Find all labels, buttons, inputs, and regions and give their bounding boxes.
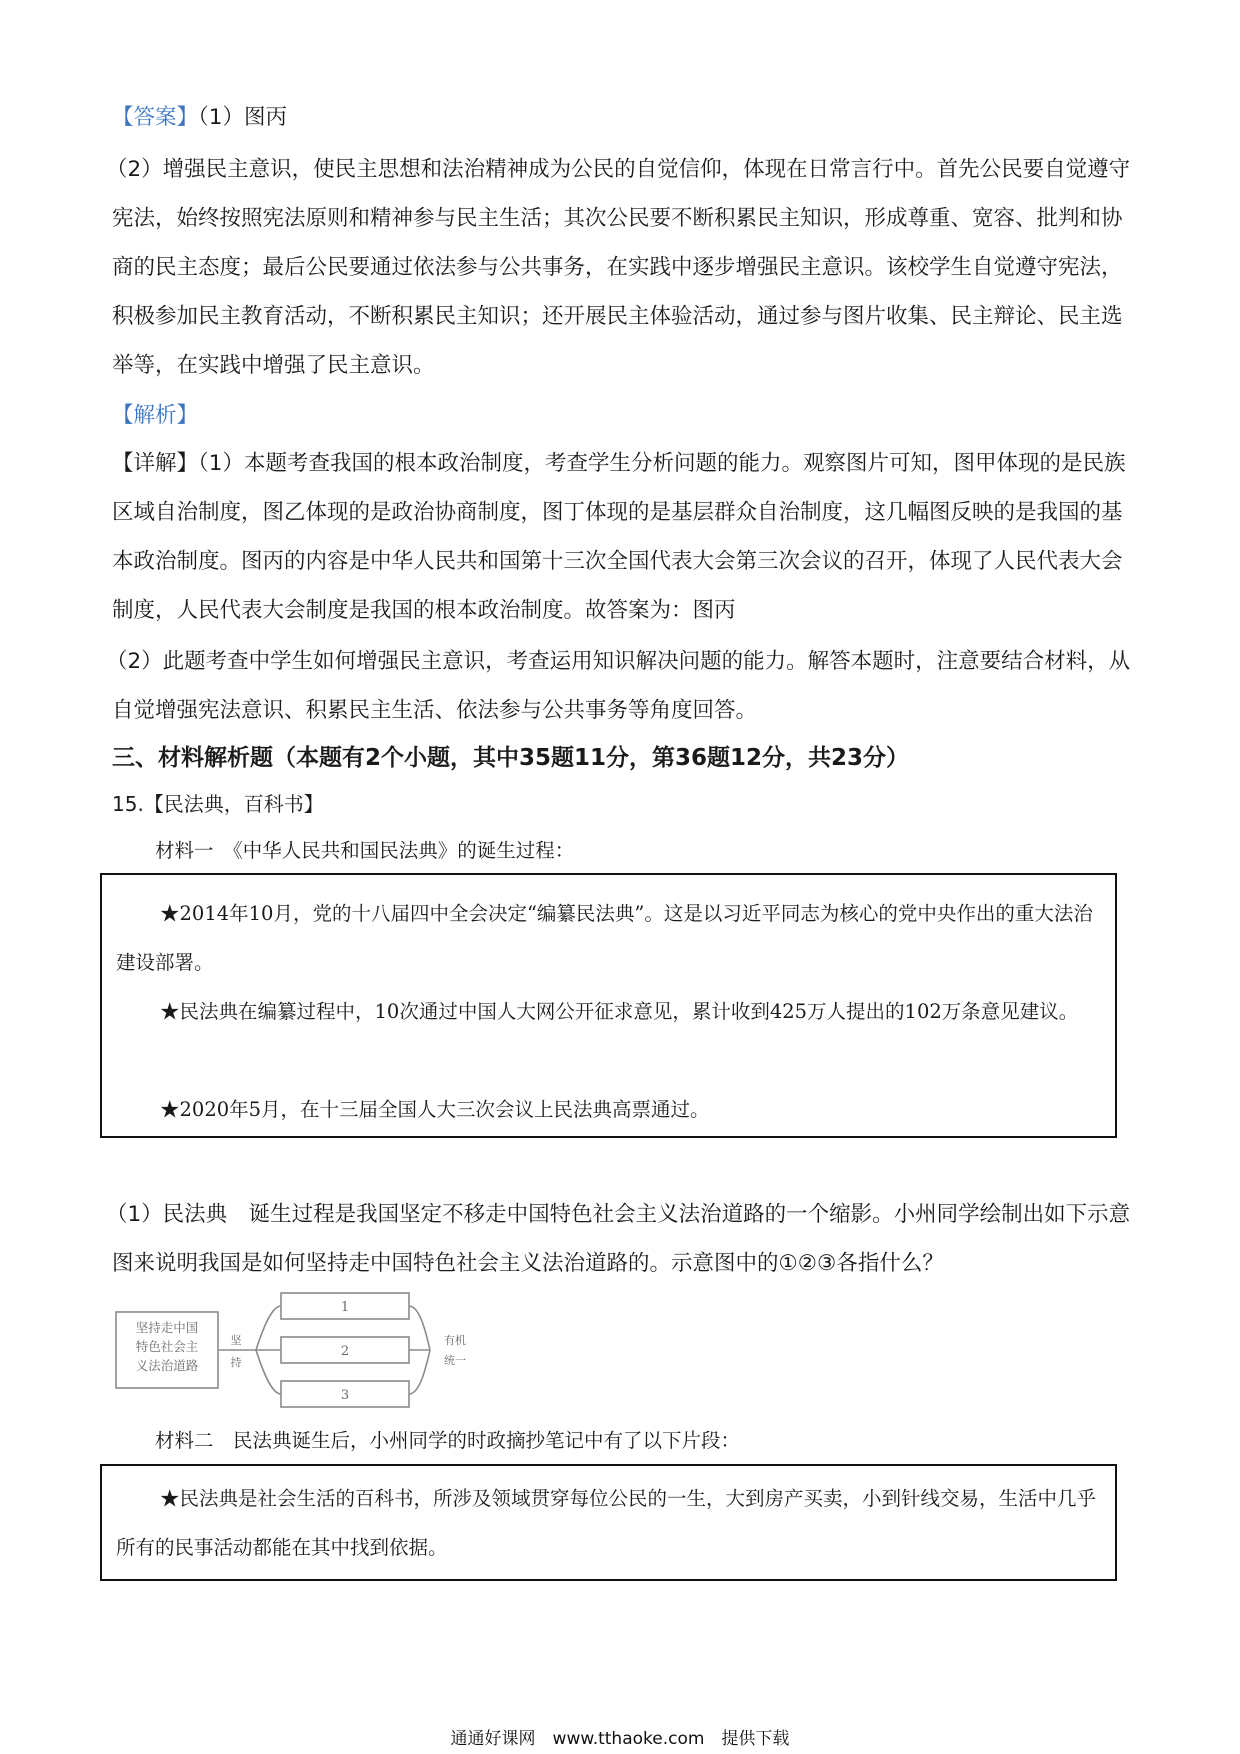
material2-label: 材料二 民法典诞生后，小州同学的时政摘抄笔记中有了以下片段： xyxy=(155,1429,741,1452)
material2-box xyxy=(100,1464,1117,1581)
material1-item: ★民法典在编纂过程中，10次通过中国人大网公开征求意见，累计收到425万人提出的102万条意见建议。 xyxy=(160,1000,1079,1023)
detail-tag: 【详解】 xyxy=(112,451,199,476)
question-title: 15.【民法典，百科书】 xyxy=(112,792,324,816)
diagram-slot-label: 3 xyxy=(340,1388,350,1403)
diagram-connector-left: 坚 xyxy=(230,1334,242,1347)
material2-item: ★民法典是社会生活的百科书，所涉及领域贯穿每位公民的一生，大到房产买卖，小到针线交易，生活中几乎所有的民事活动都能在其中找到依据。 xyxy=(116,1487,1097,1559)
diagram-slot-label: 1 xyxy=(340,1300,350,1315)
analysis-part2: （2）此题考查中学生如何增强民主意识，考查运用知识解决问题的能力。解答本题时，注意要结合材料，从自觉增强宪法意识、积累民主生活、依法参与公共事务等角度回答。 xyxy=(106,649,1131,723)
answer-part1-line xyxy=(112,93,1138,142)
sub-question-1: （1）民法典 诞生过程是我国坚定不移走中国特色社会主义法治道路的一个缩影。小州同学绘制出如下示意图来说明我国是如何坚持走中国特色社会主义法治道路的。示意图中的①②③各指什么？ xyxy=(106,1202,1131,1276)
diagram-connector-right: 统一 xyxy=(444,1354,466,1367)
page-footer: 通通好课网 www.tthaoke.com 提供下载 xyxy=(450,1729,790,1749)
answer-part1: （1）图丙 xyxy=(198,105,287,130)
analysis-part1-block xyxy=(112,439,1138,635)
diagram-left-text: 坚持走中国 xyxy=(135,1320,199,1335)
rule-of-law-diagram xyxy=(115,1288,475,1420)
material1-box xyxy=(100,873,1117,1138)
material1-label: 材料一 《中华人民共和国民法典》的诞生过程： xyxy=(155,839,575,862)
analysis-part1: （1）本题考查我国的根本政治制度，考查学生分析问题的能力。观察图片可知，图甲体现的是民族区域自治制度，图乙体现的是政治协商制度，图丁体现的是基层群众自治制度，这几幅图反映的是我国的基本政治制度。图丙的内容是中华人民共和国第十三次全国代表大会第三次会议的召开，体现了人民代表大会制度，人民代表大会制度是我国的根本政治制度。故答案为：图丙 xyxy=(112,451,1126,623)
analysis-tag: 【解析】 xyxy=(112,403,199,428)
diagram-connector-right: 有机 xyxy=(444,1334,466,1347)
diagram-left-text: 义法治道路 xyxy=(135,1358,199,1373)
material1-item: ★2020年5月，在十三届全国人大三次会议上民法典高票通过。 xyxy=(160,1098,710,1121)
diagram-left-text: 特色社会主 xyxy=(135,1339,199,1354)
answer-tag: 【答案】 xyxy=(112,105,199,130)
answer-part2: （2）增强民主意识，使民主思想和法治精神成为公民的自觉信仰，体现在日常言行中。首先公民要自觉遵守宪法，始终按照宪法原则和精神参与民主生活；其次公民要不断积累民主知识，形成尊重、宽容、批判和协商的民主态度；最后公民要通过依法参与公共事务，在实践中逐步增强民主意识。该校学生自觉遵守宪法，积极参加民主教育活动，不断积累民主知识；还开展民主体验活动，通过参与图片收集、民主辩论、民主选举等，在实践中增强了民主意识。 xyxy=(106,157,1131,378)
section-heading: 三、材料解析题（本题有2个小题，其中35题11分，第36题12分，共23分） xyxy=(112,745,910,771)
diagram-slot-label: 2 xyxy=(340,1344,350,1359)
diagram-connector-left: 持 xyxy=(230,1356,242,1369)
material1-item: ★2014年10月，党的十八届四中全会决定“编纂民法典”。这是以习近平同志为核心的党中央作出的重大法治建设部署。 xyxy=(116,902,1093,974)
